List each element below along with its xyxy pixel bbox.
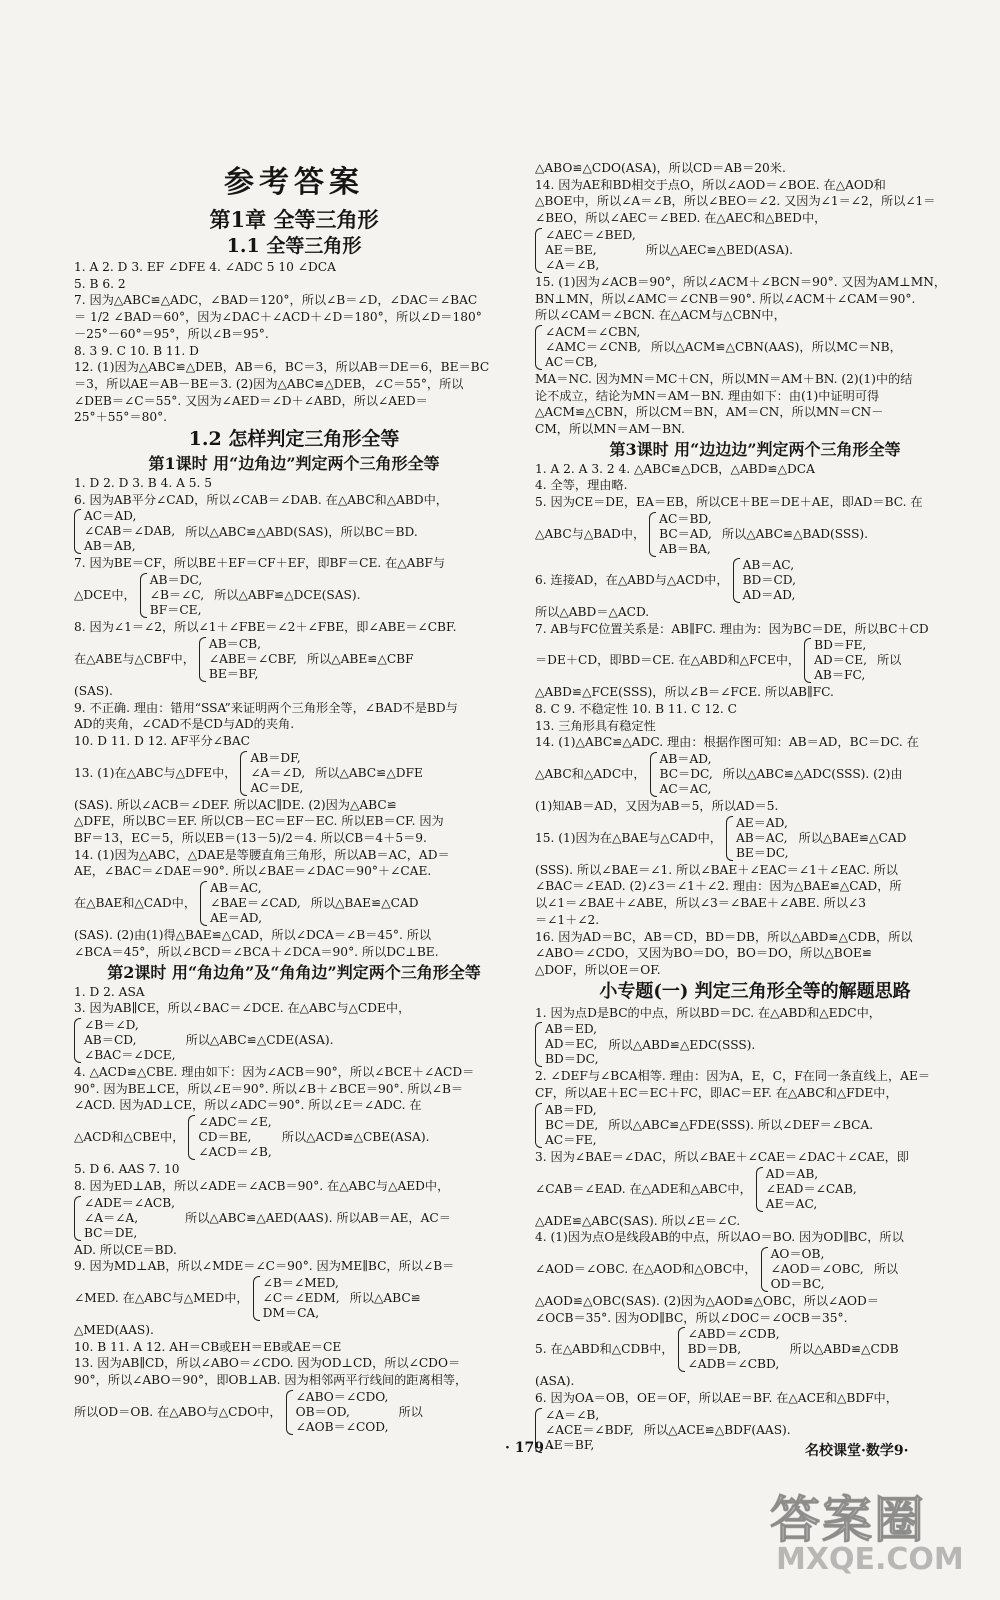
condition: ∠AEC＝∠BED, xyxy=(545,227,636,242)
lead-text: 在△BAE和△CAD中， xyxy=(74,896,197,911)
condition: AD＝EC, xyxy=(545,1037,598,1052)
lead-text: △ACD和△CBE中， xyxy=(74,1130,185,1145)
condition-group xyxy=(74,1196,514,1241)
condition-group xyxy=(74,509,514,554)
condition: ∠CAB＝∠DAB, xyxy=(84,524,176,539)
condition-group xyxy=(535,752,975,797)
brace-symbol xyxy=(649,512,656,557)
watermark-text: 答案圈 xyxy=(770,1490,926,1549)
answer-line: 13. 因为AB∥CD，所以∠ABO＝∠CDO. 因为OD⊥CD，所以∠CDO＝ xyxy=(74,1356,461,1371)
condition: AE＝BE, xyxy=(545,242,597,257)
answer-line: ∠DEB＝∠C＝55°. 又因为∠AED＝∠D＋∠ABD，所以∠AED＝ xyxy=(74,393,428,408)
condition-group xyxy=(535,558,975,603)
condition: AB＝AB, xyxy=(84,539,136,554)
condition: AB＝FD, xyxy=(545,1102,597,1117)
conclusion-text: 所以△ABD≌△EDC(SSS). xyxy=(608,1037,756,1052)
answer-line: 8. 3 9. C 10. B 11. D xyxy=(74,343,199,358)
brace-symbol xyxy=(74,509,81,554)
condition: ∠B＝∠MED, xyxy=(262,1275,339,1290)
chapter-heading: 第1章 全等三角形 xyxy=(209,207,379,232)
page-title: 参考答案 xyxy=(224,165,364,200)
condition: ∠AMC＝∠CNB, xyxy=(545,339,642,354)
answer-line: 9. 因为MD⊥AB，所以∠MDE＝∠C＝90°. 因为ME∥BC，所以∠B＝ xyxy=(74,1259,455,1274)
conclusion-text: 所以△BAE≌△CAD xyxy=(798,830,907,845)
condition: AC＝AD, xyxy=(84,509,137,524)
condition: OB＝OD, xyxy=(295,1404,350,1419)
conclusion-text: 所以 xyxy=(398,1404,423,1419)
lead-text: 在△ABE与△CBF中， xyxy=(74,651,195,666)
answer-line: BF＝13，EC＝5，所以EB＝(13－5)/2＝4. 所以CB＝4＋5＝9. xyxy=(74,831,427,846)
condition: BD＝FE, xyxy=(814,638,867,653)
answer-line: (1)知AB＝AD，又因为AB＝5，所以AD＝5. xyxy=(535,799,779,814)
condition-group xyxy=(74,1390,514,1435)
answer-line: △ABO≌△CDO(ASA)，所以CD＝AB＝20米. xyxy=(535,161,786,175)
answer-line: BN⊥MN，所以∠AMC＝∠CNB＝90°. 所以∠ACM＋∠CAM＝90°. xyxy=(535,291,916,306)
condition: BF＝CE, xyxy=(149,603,202,618)
condition: AE＝AC, xyxy=(765,1196,818,1211)
lead-text: 所以OD＝OB. 在△ABO与△CDO中， xyxy=(74,1404,282,1419)
condition: ∠ABO＝∠CDO, xyxy=(295,1389,389,1404)
condition: AB＝ED, xyxy=(545,1022,598,1037)
answer-line: △MED(AAS). xyxy=(74,1322,154,1337)
condition-group xyxy=(535,512,975,557)
section-heading-1-2: 1.2 怎样判定三角形全等 xyxy=(188,428,400,451)
answer-line: 10. D 11. D 12. AF平分∠BAC xyxy=(74,733,250,748)
answer-line: 8. 因为ED⊥AB，所以∠ADE＝∠ACB＝90°. 在△ABC与△AED中， xyxy=(74,1178,450,1193)
condition: AB＝AC, xyxy=(210,881,262,896)
condition-group xyxy=(535,816,975,861)
watermark-url: MXQE.COM xyxy=(776,1542,964,1577)
condition-group xyxy=(74,1276,514,1321)
conclusion-text: 所以△ABE≌△CBF xyxy=(306,651,414,666)
condition: ∠A＝∠A, xyxy=(84,1210,139,1225)
answer-line: 90°，所以∠ABO＝90°，即OB⊥AB. 因为相邻两平行线间的距离相等， xyxy=(74,1373,468,1388)
answer-line: 1. D 2. D 3. B 4. A 5. 5 xyxy=(74,476,213,491)
brace-symbol xyxy=(678,1327,685,1372)
condition-group xyxy=(535,1327,975,1372)
answer-line: 以∠1＝∠BAE＋∠ABE，所以∠3＝∠BAE＋∠ABE. 所以∠3 xyxy=(535,896,866,911)
lead-text: 6. 连接AD，在△ABD与△ACD中， xyxy=(535,572,729,587)
condition-group xyxy=(535,325,975,370)
conclusion-text: 所以 xyxy=(873,1262,899,1277)
brace-symbol xyxy=(804,638,811,683)
page-number: · 179 · xyxy=(505,1440,554,1456)
condition: ∠A＝∠B, xyxy=(545,1407,600,1422)
condition: DM＝CA, xyxy=(262,1305,320,1320)
condition: ∠AOD＝∠OBC, xyxy=(770,1261,864,1276)
answer-line: 12. (1)因为△ABC≌△DEB，AB＝6，BC＝3，所以AB＝DE＝6，BE＝BC xyxy=(74,360,490,375)
answer-line: (SAS). (2)由(1)得△BAE≌△CAD，所以∠DCA＝∠B＝45°. 所以 xyxy=(74,928,432,943)
condition: AB＝AD, xyxy=(659,752,712,767)
lead-text: △DCE中， xyxy=(74,588,136,603)
condition: AE＝AD, xyxy=(735,815,788,830)
answer-line: 3. 因为AB∥CE，所以∠BAC＝∠DCE. 在△ABC与△CDE中， xyxy=(74,1001,411,1016)
lead-text: ∠CAB＝∠EAD. 在△ADE和△ABC中， xyxy=(535,1181,752,1196)
brace-symbol xyxy=(240,751,247,796)
condition: ∠B＝∠C, xyxy=(149,588,205,603)
conclusion-text: 所以△ABC≌△AED(AAS). 所以AB＝AE，AC＝ xyxy=(185,1210,451,1225)
brace-symbol xyxy=(733,558,740,603)
condition: ∠ABD＝∠CDB, xyxy=(687,1327,780,1342)
answer-line: AD. 所以CE＝BD. xyxy=(74,1242,177,1257)
answer-line: CF，所以AE＋EC＝EC＋FC，即AC＝EF. 在△ABC和△FDE中， xyxy=(535,1086,898,1101)
condition-group xyxy=(535,1408,975,1453)
answer-line: ＝3，所以AE＝AB－BE＝3. (2)因为△ABC≌△DEB，∠C＝55°，所以 xyxy=(74,376,464,391)
answer-line: 1. D 2. ASA xyxy=(74,984,145,999)
answer-line: 4. (1)因为点O是线段AB的中点，所以AO＝BO. 因为OD∥BC，所以 xyxy=(535,1230,904,1245)
answer-line: 论不成立，结论为MN＝AM－BN. 理由如下：由(1)中证明可得 xyxy=(535,388,880,403)
answer-line: 10. B 11. A 12. AH＝CB或EH＝EB或AE＝CE xyxy=(74,1339,342,1354)
answer-line: 90°. 因为BE⊥CE，所以∠E＝90°. 所以∠B＋∠BCE＝90°. 所以∠B＝ xyxy=(74,1081,464,1096)
condition: AB＝BA, xyxy=(659,541,711,556)
answer-line: △BOE中，所以∠A＝∠B，所以∠BEO＝∠2. 又因为∠1＝∠2，所以∠1＝ xyxy=(535,194,936,209)
condition: BD＝DC, xyxy=(545,1052,599,1067)
lead-text: ∠MED. 在△ABC与△MED中， xyxy=(74,1291,249,1306)
condition-group xyxy=(535,638,975,683)
watermark-logo xyxy=(770,1480,975,1590)
brace-symbol xyxy=(761,1247,768,1292)
condition-group xyxy=(535,1167,975,1212)
condition: BE＝BF, xyxy=(208,666,259,681)
answer-line: 6. 因为OA＝OB，OE＝OF，所以AE＝BF. 在△ACE和△BDF中， xyxy=(535,1391,898,1406)
answer-line: 25°＋55°＝80°. xyxy=(74,410,168,425)
condition: ∠C＝∠EDM, xyxy=(262,1290,340,1305)
condition: AC＝DE, xyxy=(250,780,304,795)
right-column xyxy=(535,160,975,1454)
condition: AE＝AD, xyxy=(210,911,262,926)
answer-line: 15. (1)因为∠ACB＝90°，所以∠ACM＋∠BCN＝90°. 又因为AM⊥MN， xyxy=(535,274,947,289)
brace-symbol xyxy=(756,1167,763,1212)
condition: BC＝DE, xyxy=(545,1117,599,1132)
answer-line: 14. (1)因为△ABC，△DAE是等腰直角三角形，所以AB＝AC，AD＝ xyxy=(74,847,450,862)
answer-line: ∠BEO，所以∠AEC＝∠BED. 在△AEC和△BED中， xyxy=(535,211,827,226)
answer-line: 7. AB与FC位置关系是：AB∥FC. 理由为：因为BC＝DE，所以BC＋CD xyxy=(535,621,929,636)
answer-line: AE，∠BAC＝∠DAE＝90°. 所以∠BAE＝∠DAC＝90°＋∠CAE. xyxy=(74,864,432,879)
lead-text: 13. (1)在△ABC与△DFE中， xyxy=(74,765,237,780)
answer-line: 4. 全等，理由略. xyxy=(535,478,628,493)
answer-line: 14. 因为AE和BD相交于点O，所以∠AOD＝∠BOE. 在△AOD和 xyxy=(535,177,886,192)
answer-line: 6. 因为AB平分∠CAD，所以∠CAB＝∠DAB. 在△ABC和△ABD中， xyxy=(74,492,448,507)
conclusion-text: 所以△ABC≌△ABD(SAS)，所以BC＝BD. xyxy=(185,524,418,539)
condition: AB＝CB, xyxy=(208,636,261,651)
answer-line: AD的夹角，∠CAD不是CD与AD的夹角. xyxy=(74,717,295,732)
left-column xyxy=(74,160,514,1436)
conclusion-text: 所以△BAE≌△CAD xyxy=(310,896,419,911)
brace-symbol xyxy=(535,325,542,370)
condition-group xyxy=(535,1247,975,1292)
answer-line: 5. 因为CE＝DE，EA＝EB，所以CE＋BE＝DE＋AE，即AD＝BC. 在 xyxy=(535,495,923,510)
condition: AD＝CE, xyxy=(814,653,867,668)
condition-group xyxy=(74,573,514,618)
answer-line: －25°－60°＝95°，所以∠B＝95°. xyxy=(74,326,269,341)
brace-symbol xyxy=(253,1276,260,1321)
condition: CD＝BE, xyxy=(198,1130,252,1145)
answer-line: (SAS). xyxy=(74,683,113,698)
condition-group xyxy=(535,1103,975,1148)
conclusion-text: 所以△ACE≌△BDF(AAS). xyxy=(643,1422,791,1437)
condition: BD＝CD, xyxy=(742,572,797,587)
condition: ∠ADC＝∠E, xyxy=(198,1115,272,1130)
condition: AD＝AB, xyxy=(765,1166,819,1181)
answer-line: CM，所以MN＝AM－BN. xyxy=(535,422,685,437)
answer-line: 所以△ABD＝△ACD. xyxy=(535,604,650,619)
condition: ∠EAD＝∠CAB, xyxy=(765,1181,857,1196)
condition: BC＝DC, xyxy=(659,767,713,782)
answer-line: ＝ 1/2 ∠BAD＝60°，因为∠DAC＋∠ACD＋∠D＝180°，所以∠D＝180° xyxy=(74,310,482,325)
brace-symbol xyxy=(199,637,206,682)
condition-group xyxy=(74,1115,514,1160)
answer-line: 7. 因为△ABC≌△ADC，∠BAD＝120°，所以∠B＝∠D，∠DAC＝∠BAC xyxy=(74,293,478,308)
conclusion-text: 所以△ABC≌△BAD(SSS). xyxy=(721,526,869,541)
condition-group xyxy=(535,228,975,273)
condition: AB＝CD, xyxy=(84,1032,137,1047)
conclusion-text: 所以△ABD≌△CDB xyxy=(789,1342,899,1357)
brace-symbol xyxy=(535,228,542,273)
condition: AB＝FC, xyxy=(814,668,866,683)
answer-line: △DFE，所以BC＝EF. 所以CB－EC＝EF－EC. 所以EB＝CF. 因为 xyxy=(74,814,444,829)
lead-text: 15. (1)因为在△BAE与△CAD中， xyxy=(535,830,722,845)
condition: ∠ADB＝∠CBD, xyxy=(687,1357,780,1372)
condition: AB＝AC, xyxy=(735,830,788,845)
condition: BD＝DB, xyxy=(687,1342,742,1357)
condition: ∠ACE＝∠BDF, xyxy=(545,1422,634,1437)
answer-line: (SAS). 所以∠ACB＝∠DEF. 所以AC∥DE. (2)因为△ABC≌ xyxy=(74,797,397,812)
answer-line: 7. 因为BE＝CF，所以BE＋EF＝CF＋EF，即BF＝CE. 在△ABF与 xyxy=(74,556,446,571)
lesson-heading-3: 第3课时 用“边边边”判定两个三角形全等 xyxy=(609,439,901,459)
lead-text: △ABC和△ADC中， xyxy=(535,767,646,782)
lead-text: 5. 在△ABD和△CDB中， xyxy=(535,1342,674,1357)
condition: AB＝AC, xyxy=(742,557,795,572)
brace-symbol xyxy=(188,1115,195,1160)
answer-line: 13. 三角形具有稳定性 xyxy=(535,718,656,733)
answer-line: ∠ACD. 因为AD⊥CE，所以∠ADC＝90°. 所以∠E＝∠ADC. 在 xyxy=(74,1098,422,1113)
conclusion-text: 所以 xyxy=(876,653,902,668)
section-heading-1-1: 1.1 全等三角形 xyxy=(226,235,362,257)
answer-line: 16. 因为AD＝BC，AB＝CD，BD＝DB，所以△ABD≌△CDB，所以 xyxy=(535,929,913,944)
condition-group xyxy=(74,881,514,926)
condition: ∠B＝∠D, xyxy=(84,1017,139,1032)
answer-line: 14. (1)△ABC≌△ADC. 理由：根据作图可知：AB＝AD，BC＝DC. 在 xyxy=(535,735,919,750)
condition-group xyxy=(74,751,514,796)
condition: ∠ACM＝∠CBN, xyxy=(545,324,641,339)
answer-line: 5. B 6. 2 xyxy=(74,276,126,291)
condition-group xyxy=(74,637,514,682)
answer-line: 2. ∠DEF与∠BCA相等. 理由：因为A，E，C，F在同一条直线上，AE＝ xyxy=(535,1069,931,1084)
condition: ∠ADE＝∠ACB, xyxy=(84,1195,176,1210)
conclusion-text: 所以△ABC≌△CDE(ASA). xyxy=(185,1033,334,1048)
special-topic-heading: 小专题(一) 判定三角形全等的解题思路 xyxy=(599,980,911,1002)
answer-line: △ABD≌△FCE(SSS)，所以∠B＝∠FCE. 所以AB∥FC. xyxy=(535,685,834,700)
condition: AC＝FE, xyxy=(545,1132,597,1147)
condition: BE＝DC, xyxy=(735,845,789,860)
answer-line: ∠BCA＝45°，所以∠BCD＝∠BCA＋∠DCA＝90°. 所以DC⊥BE. xyxy=(74,944,439,959)
answer-line: MA＝NC. 因为MN＝MC＋CN，所以MN＝AM＋BN. (2)(1)中的结 xyxy=(535,371,913,386)
answer-line: 所以∠CAM＝∠BCN. 在△ACM与△CBN中， xyxy=(535,308,786,323)
brace-symbol xyxy=(74,1018,81,1063)
condition: ∠AOB＝∠COD, xyxy=(295,1419,389,1434)
condition: ∠ACD＝∠B, xyxy=(198,1145,272,1160)
brace-symbol xyxy=(286,1390,293,1435)
answer-line: 9. 不正确. 理由：错用“SSA”来证明两个三角形全等，∠BAD不是BD与 xyxy=(74,700,458,715)
answer-line: ∠BAC＝∠EAD. (2)∠3＝∠1＋∠2. 理由：因为△BAE≌△CAD，所 xyxy=(535,879,902,894)
condition: AB＝DF, xyxy=(250,750,301,765)
answer-line: 1. A 2. D 3. EF ∠DFE 4. ∠ADC 5 10 ∠DCA xyxy=(74,260,336,274)
brace-symbol xyxy=(726,816,733,861)
condition: BC＝AD, xyxy=(659,526,712,541)
conclusion-text: 所以△ABC≌△FDE(SSS). 所以∠DEF＝∠BCA. xyxy=(608,1117,874,1132)
condition: AB＝DC, xyxy=(149,573,203,588)
condition: AD＝AD, xyxy=(742,587,796,602)
lead-text: ＝DE＋CD，即BD＝CE. 在△ABD和△FCE中， xyxy=(535,653,801,668)
condition: AC＝BD, xyxy=(659,511,712,526)
condition: BC＝DE, xyxy=(84,1225,138,1240)
condition-group xyxy=(74,1018,514,1063)
condition: ∠A＝∠B, xyxy=(545,257,600,272)
lesson-heading-2: 第2课时 用“角边角”及“角角边”判定两个三角形全等 xyxy=(107,962,481,982)
conclusion-text: 所以△ABF≌△DCE(SAS). xyxy=(214,588,361,603)
brace-symbol xyxy=(140,573,147,618)
condition: ∠A＝∠D, xyxy=(250,765,306,780)
condition: ∠BAC＝∠DCE, xyxy=(84,1047,176,1062)
lead-text: △ABC与△BAD中， xyxy=(535,526,646,541)
conclusion-text: 所以△ACM≌△CBN(AAS)，所以MC＝NB， xyxy=(651,340,902,355)
answer-line: 8. C 9. 不稳定性 10. B 11. C 12. C xyxy=(535,701,737,716)
brace-symbol xyxy=(650,752,657,797)
condition-group xyxy=(535,1022,975,1067)
answer-line: △ADE≌△ABC(SAS). 所以∠E＝∠C. xyxy=(535,1213,741,1228)
brace-symbol xyxy=(74,1196,81,1241)
condition: OD＝BC, xyxy=(770,1276,825,1291)
condition: AC＝AC, xyxy=(659,782,712,797)
book-series-label: 名校课堂·数学9· xyxy=(805,1443,909,1459)
brace-symbol xyxy=(535,1022,542,1067)
answer-line: 8. 因为∠1＝∠2，所以∠1＋∠FBE＝∠2＋∠FBE，即∠ABE＝∠CBF. xyxy=(74,620,457,635)
answer-line: 1. 因为点D是BC的中点，所以BD＝DC. 在△ABD和△EDC中， xyxy=(535,1005,881,1020)
lesson-heading-1: 第1课时 用“边角边”判定两个三角形全等 xyxy=(148,454,440,474)
answer-line: 5. D 6. AAS 7. 10 xyxy=(74,1162,180,1177)
conclusion-text: 所以△ABC≌△ADC(SSS). (2)由 xyxy=(722,767,903,782)
answer-line: 4. △ACD≌△CBE. 理由如下：因为∠ACB＝90°，所以∠BCE＋∠ACD＝ xyxy=(74,1064,475,1079)
conclusion-text: 所以△ABC≌ xyxy=(349,1291,421,1306)
answer-line: 3. 因为∠BAE＝∠DAC，所以∠BAE＋∠CAE＝∠DAC＋∠CAE，即 xyxy=(535,1149,909,1164)
condition: AC＝CB, xyxy=(545,354,598,369)
answer-line: △AOD≌△OBC(SAS). (2)因为△AOD≌△OBC，所以∠AOD＝ xyxy=(535,1293,879,1308)
brace-symbol xyxy=(535,1103,542,1148)
condition: ∠ABE＝∠CBF, xyxy=(208,651,297,666)
answer-line: ∠ABO＝∠CDO，又因为BO＝DO，BO＝DO，所以△BOE≌ xyxy=(535,946,873,961)
conclusion-text: 所以△ACD≌△CBE(ASA). xyxy=(281,1130,430,1145)
answer-line: ＝∠1＋∠2. xyxy=(535,912,600,927)
condition: ∠BAE＝∠CAD, xyxy=(210,896,301,911)
lead-text: ∠AOD＝∠OBC. 在△AOD和△OBC中， xyxy=(535,1262,757,1277)
condition: AO＝OB, xyxy=(770,1246,825,1261)
conclusion-text: 所以△ABC≌△DFE xyxy=(315,765,423,780)
answer-line: △ACM≌△CBN，所以CM＝BN，AM＝CN，所以MN＝CN－ xyxy=(535,405,884,420)
condition: AE＝BF, xyxy=(545,1437,595,1452)
answer-line: 1. A 2. A 3. 2 4. △ABC≌△DCB，△ABD≌△DCA xyxy=(535,461,815,476)
answer-line: △DOF，所以OE＝OF. xyxy=(535,962,661,977)
conclusion-text: 所以△AEC≌△BED(ASA). xyxy=(645,242,794,257)
answer-line: (ASA). xyxy=(535,1374,575,1389)
answer-line: ∠OCB＝35°. 因为OD∥BC，所以∠DOC＝∠OCB＝35°. xyxy=(535,1310,848,1325)
brace-symbol xyxy=(200,881,207,926)
answer-line: (SSS). 所以∠BAE＝∠1. 所以∠BAE＋∠EAC＝∠1＋∠EAC. 所以 xyxy=(535,862,898,877)
